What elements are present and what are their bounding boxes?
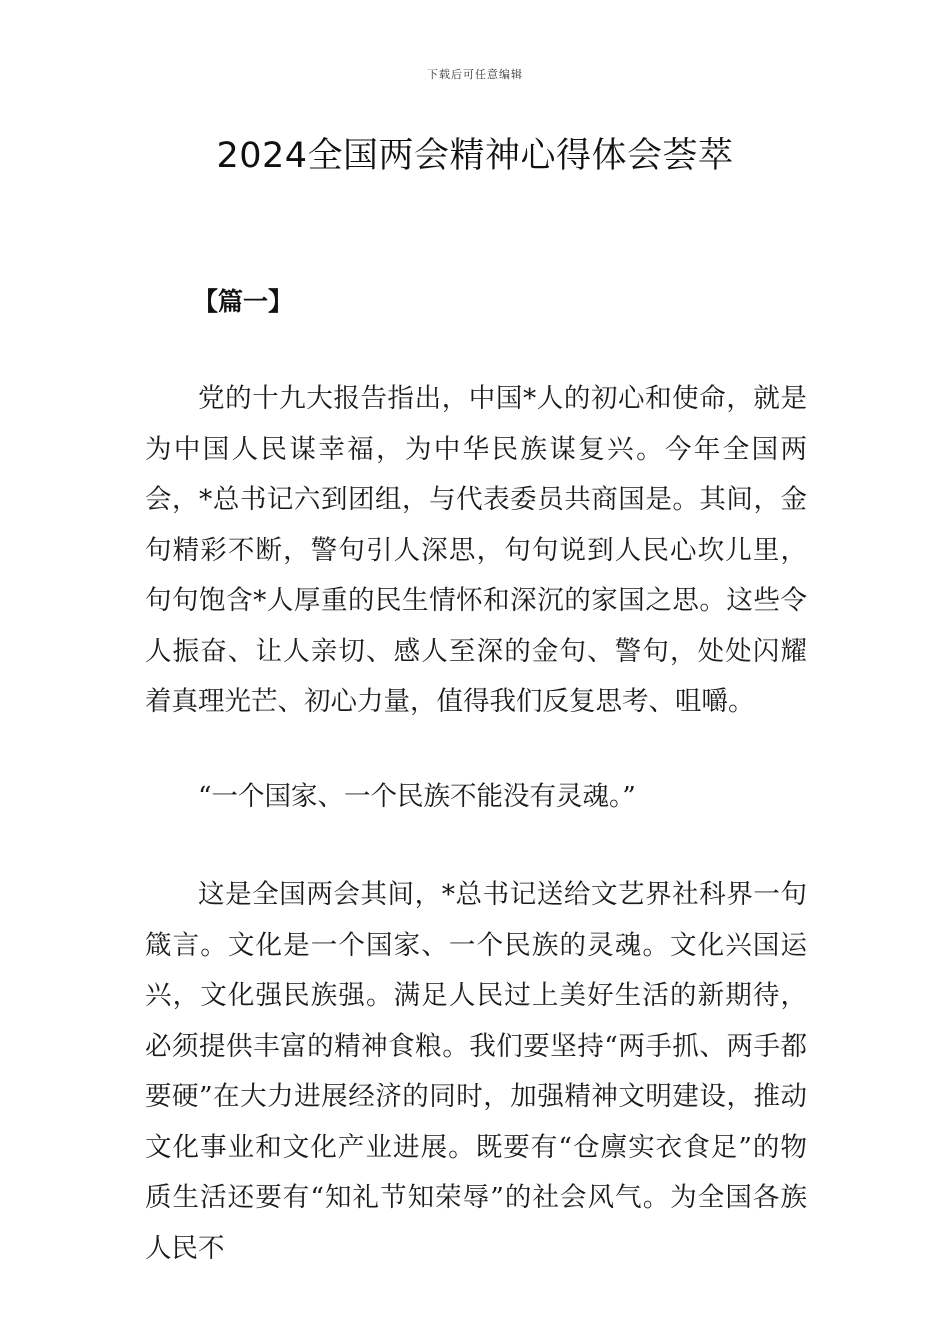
section-label: 【篇一】 [193, 287, 294, 316]
page-header-note: 下载后可任意编辑 [427, 68, 523, 81]
body-paragraph-culture: 这是全国两会其间，*总书记送给文艺界社科界一句箴言。文化是一个国家、一个民族的灵魂。文化兴国运兴，文化强民族强。满足人民过上美好生活的新期待，必须提供丰富的精神食粮。我们要坚持“两手抓、两手都要硬”在大力进展经济的同时，加强精神文明建设，推动文化事业和文化产业进展。既要有“仓廪实衣食足”的物质生活还要有“知礼节知荣辱”的社会风气。为全国各族人民不 [145, 879, 807, 1264]
document-title: 2024全国两会精神心得体会荟萃 [216, 136, 734, 176]
body-paragraph-quote: “一个国家、一个民族不能没有灵魂。” [198, 781, 636, 812]
body-paragraph-intro: 党的十九大报告指出，中国*人的初心和使命，就是为中国人民谋幸福，为中华民族谋复兴。今年全国两会，*总书记六到团组，与代表委员共商国是。其间，金句精彩不断，警句引人深思，句句说到人民心坎儿里，句句饱含*人厚重的民生情怀和深沉的家国之思。这些令人振奋、让人亲切、感人至深的金句、警句，处处闪耀着真理光芒、初心力量，值得我们反复思考、咀嚼。 [145, 383, 807, 717]
